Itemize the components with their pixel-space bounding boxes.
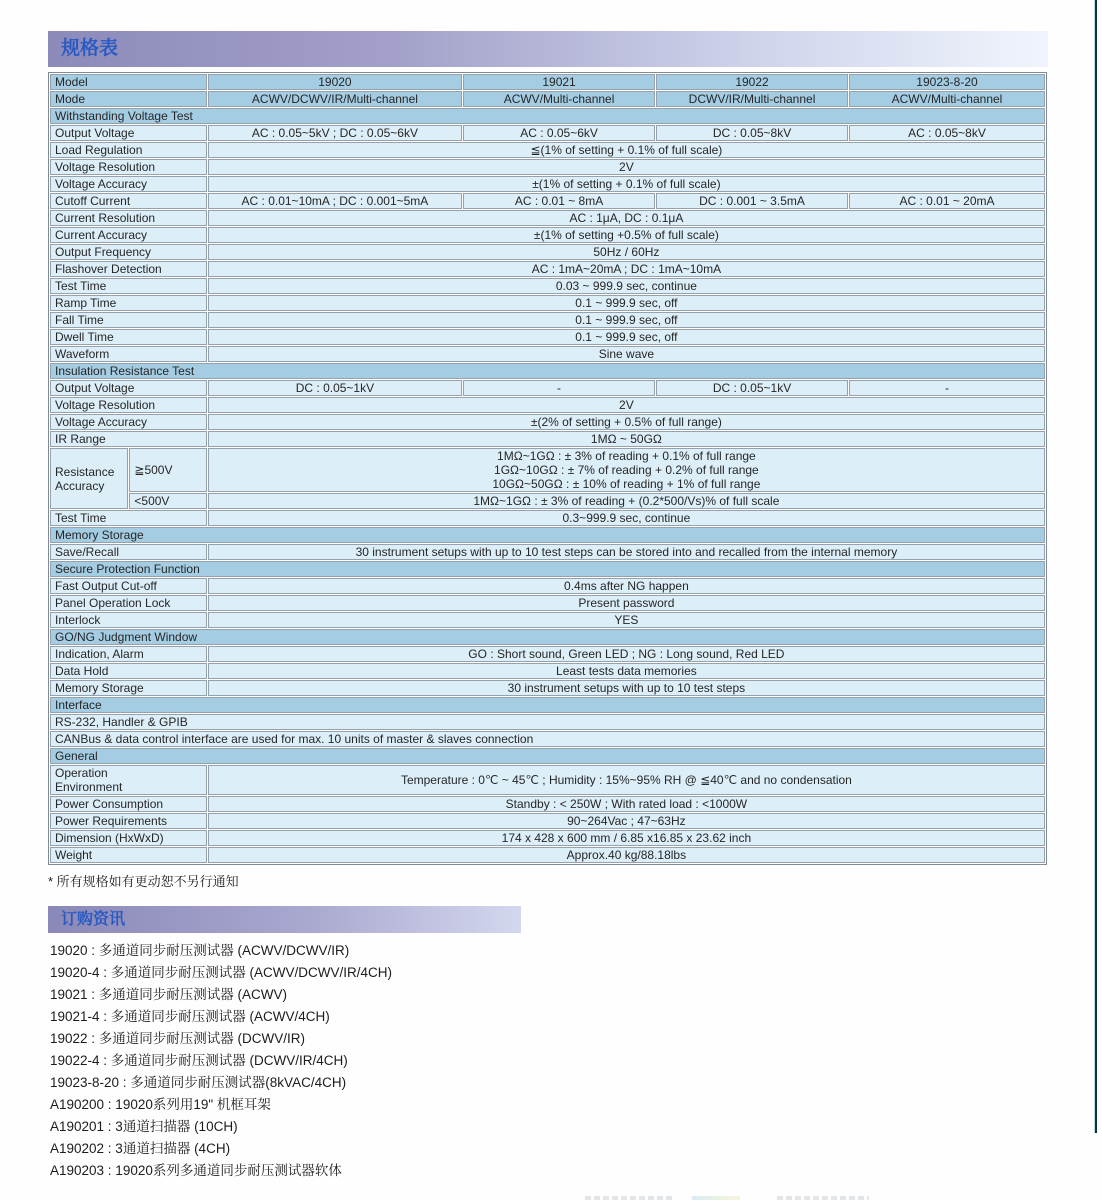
row-label: Dimension (HxWxD) [50,830,207,846]
cutoff-footer-logo [692,1196,740,1200]
row-value: 19021 [463,74,655,90]
ordering-section-title: 订购资讯 [61,911,126,928]
row-value: 174 x 428 x 600 mm / 6.85 x16.85 x 23.62 inch [208,830,1045,846]
row-value: 19020 [208,74,462,90]
row-value: CANBus & data control interface are used for max. 10 units of master & slaves connection [50,731,1045,747]
row-value: 2V [208,159,1045,175]
row-label: Interlock [50,612,207,628]
table-row [50,493,1045,509]
row-label: Mode [50,91,207,107]
row-label: Waveform [50,346,207,362]
row-label: Current Accuracy [50,227,207,243]
table-row [50,646,1045,662]
table-row [50,578,1045,594]
row-value: YES [208,612,1045,628]
row-value: 0.3~999.9 sec, continue [208,510,1045,526]
row-label: Fast Output Cut-off [50,578,207,594]
row-value: - [849,380,1045,396]
row-label: Output Frequency [50,244,207,260]
row-value: ACWV/Multi-channel [463,91,655,107]
row-label: Cutoff Current [50,193,207,209]
table-row [50,510,1045,526]
section-header: GO/NG Judgment Window [50,629,1045,645]
row-value: 0.4ms after NG happen [208,578,1045,594]
cutoff-footer-mark [777,1196,869,1200]
row-value: AC : 0.01 ~ 20mA [849,193,1045,209]
row-value: 0.1 ~ 999.9 sec, off [208,295,1045,311]
row-label: IR Range [50,431,207,447]
row-value: DC : 0.05~1kV [208,380,462,396]
row-label: Power Consumption [50,796,207,812]
row-label: Flashover Detection [50,261,207,277]
row-value: Temperature : 0℃ ~ 45℃ ; Humidity : 15%~95% RH @ ≦40℃ and no condensation [208,765,1045,795]
row-label: Voltage Resolution [50,397,207,413]
row-value: Sine wave [208,346,1045,362]
row-label: Weight [50,847,207,863]
row-label: Load Regulation [50,142,207,158]
table-row [50,527,1045,543]
ordering-list [50,940,392,1182]
table-row [50,261,1045,277]
ordering-item: 19022 : 多通道同步耐压测试器 (DCWV/IR) [50,1031,306,1046]
row-label: Fall Time [50,312,207,328]
table-row [50,830,1045,846]
section-header: Interface [50,697,1045,713]
ordering-item: 19023-8-20 : 多通道同步耐压测试器(8kVAC/4CH) [50,1075,347,1090]
table-row [50,847,1045,863]
row-value: AC : 0.05~5kV ; DC : 0.05~6kV [208,125,462,141]
table-row [50,295,1045,311]
row-value: AC : 1μA, DC : 0.1μA [208,210,1045,226]
table-row [50,629,1045,645]
row-label: Data Hold [50,663,207,679]
row-value: DC : 0.001 ~ 3.5mA [656,193,848,209]
ordering-item: 19020 : 多通道同步耐压测试器 (ACWV/DCWV/IR) [50,943,350,958]
row-value: 19022 [656,74,848,90]
row-label: Output Voltage [50,380,207,396]
row-label: Voltage Accuracy [50,176,207,192]
row-value: ±(1% of setting + 0.1% of full scale) [208,176,1045,192]
table-row [50,312,1045,328]
table-row [50,748,1045,764]
row-value: 30 instrument setups with up to 10 test steps can be stored into and recalled from the internal memory [208,544,1045,560]
table-row [50,346,1045,362]
row-value: DC : 0.05~8kV [656,125,848,141]
row-value: Least tests data memories [208,663,1045,679]
row-value: AC : 0.05~8kV [849,125,1045,141]
table-row [50,697,1045,713]
row-sublabel: <500V [129,493,206,509]
row-label: Dwell Time [50,329,207,345]
row-label: Resistance Accuracy [50,448,128,509]
row-label: Ramp Time [50,295,207,311]
spec-section-title: 规格表 [61,38,119,59]
table-row [50,714,1045,730]
table-row [50,227,1045,243]
row-value: AC : 0.05~6kV [463,125,655,141]
table-row [50,193,1045,209]
spec-footnote: * 所有规格如有更动恕不另行通知 [48,874,239,889]
row-value: ACWV/Multi-channel [849,91,1045,107]
row-value: Standby : < 250W ; With rated load : <1000W [208,796,1045,812]
row-value: AC : 1mA~20mA ; DC : 1mA~10mA [208,261,1045,277]
section-header: Insulation Resistance Test [50,363,1045,379]
spec-table-wrap [48,72,1047,865]
row-label: Indication, Alarm [50,646,207,662]
table-row [50,663,1045,679]
row-value: 30 instrument setups with up to 10 test steps [208,680,1045,696]
row-value: 50Hz / 60Hz [208,244,1045,260]
table-row [50,796,1045,812]
table-row [50,142,1045,158]
row-value: Present password [208,595,1045,611]
row-value: 1MΩ~1GΩ : ± 3% of reading + 0.1% of full range 1GΩ~10GΩ : ± 7% of reading + 0.2% of full range 10GΩ~50GΩ : ± 10% of reading + 1% of full range [208,448,1045,492]
table-row [50,159,1045,175]
row-label: Test Time [50,510,207,526]
ordering-item: A190200 : 19020系列用19" 机框耳架 [50,1097,271,1112]
row-label: Output Voltage [50,125,207,141]
table-row [50,448,1045,492]
table-row [50,380,1045,396]
table-row [50,244,1045,260]
section-header: Withstanding Voltage Test [50,108,1045,124]
row-value: 2V [208,397,1045,413]
row-value: AC : 0.01 ~ 8mA [463,193,655,209]
ordering-item: A190203 : 19020系列多通道同步耐压测试器软体 [50,1163,342,1178]
row-value: GO : Short sound, Green LED ; NG : Long sound, Red LED [208,646,1045,662]
ordering-item: 19022-4 : 多通道同步耐压测试器 (DCWV/IR/4CH) [50,1053,348,1068]
row-label: Current Resolution [50,210,207,226]
row-label: Memory Storage [50,680,207,696]
row-value: 1MΩ~1GΩ : ± 3% of reading + (0.2*500/Vs)% of full scale [208,493,1045,509]
row-value: DC : 0.05~1kV [656,380,848,396]
section-header: Secure Protection Function [50,561,1045,577]
row-label: Save/Recall [50,544,207,560]
table-row [50,612,1045,628]
spec-section-banner [48,31,1048,67]
table-row [50,414,1045,430]
row-label: Operation Environment [50,765,207,795]
row-value: ±(1% of setting +0.5% of full scale) [208,227,1045,243]
table-row [50,544,1045,560]
row-value: 0.1 ~ 999.9 sec, off [208,312,1045,328]
ordering-item: A190201 : 3通道扫描器 (10CH) [50,1119,238,1134]
ordering-section-banner [48,906,521,933]
row-label: Test Time [50,278,207,294]
row-value: 19023-8-20 [849,74,1045,90]
table-row [50,125,1045,141]
row-value: - [463,380,655,396]
row-value: ≦(1% of setting + 0.1% of full scale) [208,142,1045,158]
table-row [50,731,1045,747]
table-row [50,595,1045,611]
table-row [50,91,1045,107]
row-label: Power Requirements [50,813,207,829]
table-row [50,329,1045,345]
table-row [50,278,1045,294]
row-value: ACWV/DCWV/IR/Multi-channel [208,91,462,107]
table-row [50,680,1045,696]
table-row [50,108,1045,124]
table-row [50,561,1045,577]
ordering-item: 19021 : 多通道同步耐压测试器 (ACWV) [50,987,288,1002]
row-value: Approx.40 kg/88.18lbs [208,847,1045,863]
spec-table [49,73,1046,864]
row-value: ±(2% of setting + 0.5% of full range) [208,414,1045,430]
row-value: RS-232, Handler & GPIB [50,714,1045,730]
row-label: Voltage Accuracy [50,414,207,430]
ordering-item: 19020-4 : 多通道同步耐压测试器 (ACWV/DCWV/IR/4CH) [50,965,393,980]
ordering-item: 19021-4 : 多通道同步耐压测试器 (ACWV/4CH) [50,1009,330,1024]
spec-table-body [50,74,1045,863]
row-label: Model [50,74,207,90]
page-edge-line [1094,0,1097,1133]
row-label: Panel Operation Lock [50,595,207,611]
row-value: 0.1 ~ 999.9 sec, off [208,329,1045,345]
table-row [50,210,1045,226]
table-row [50,363,1045,379]
table-row [50,176,1045,192]
row-value: 1MΩ ~ 50GΩ [208,431,1045,447]
row-label: Voltage Resolution [50,159,207,175]
section-header: Memory Storage [50,527,1045,543]
table-row [50,765,1045,795]
table-row [50,74,1045,90]
row-sublabel: ≧500V [129,448,206,492]
ordering-item: A190202 : 3通道扫描器 (4CH) [50,1141,231,1156]
cutoff-footer-mark [585,1196,673,1200]
table-row [50,431,1045,447]
row-value: DCWV/IR/Multi-channel [656,91,848,107]
row-value: 0.03 ~ 999.9 sec, continue [208,278,1045,294]
table-row [50,813,1045,829]
row-value: AC : 0.01~10mA ; DC : 0.001~5mA [208,193,462,209]
section-header: General [50,748,1045,764]
row-value: 90~264Vac ; 47~63Hz [208,813,1045,829]
table-row [50,397,1045,413]
